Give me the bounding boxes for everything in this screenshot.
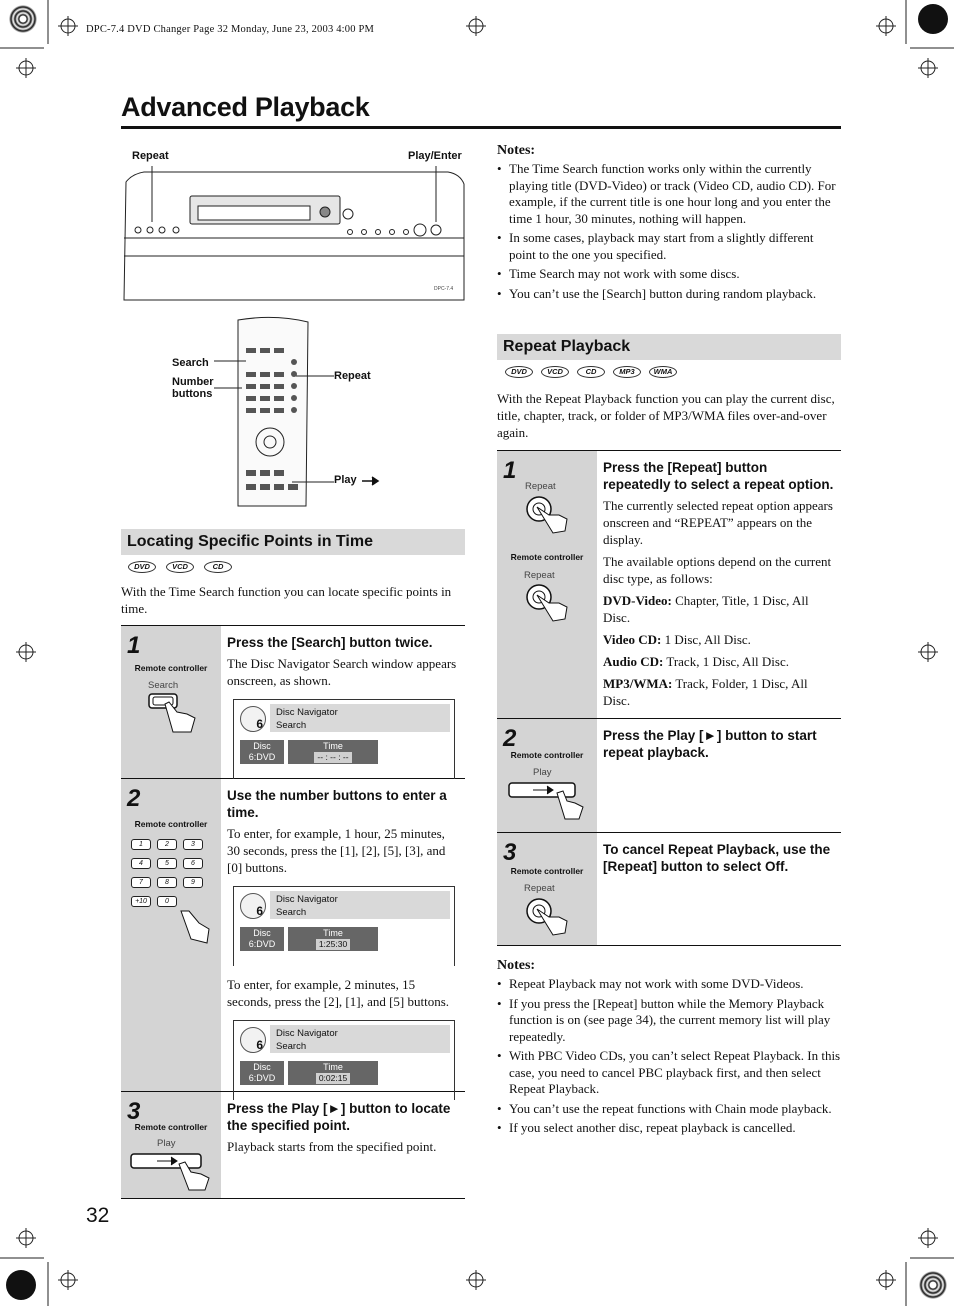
remote-label-play: Play [334,474,357,486]
note-item: • With PBC Video CDs, you can’t select Repeat Playback. In this case, you need to cancel PBC playback first, and then select Repeat Playback. [497,1048,843,1098]
repeat-button-press-icon [523,493,573,539]
step-body: Playback starts from the specified point. [227,1139,437,1154]
dvd-changer-illustration [118,160,468,310]
disc-number-icon: 6 [240,1027,266,1053]
disc-logo-dvd: DVD [128,561,156,573]
play-button-press-icon [129,1150,219,1192]
repeat-option: Video CD: 1 Disc, All Disc. [603,632,751,647]
keypad-key-3: 3 [183,839,203,850]
nav-disc-label: Disc [253,741,271,751]
nav-time-value: 0:02:15 [316,1073,350,1084]
repeat-button-caption: Repeat [524,570,555,581]
step-heading: Press the [Search] button twice. [227,635,433,650]
keypad-key-7: 7 [131,877,151,888]
step-heading: To cancel Repeat Playback, use the [Repeat] button to select Off. [603,842,831,874]
repeat-intro: With the Repeat Playback function you can play the current disc, title, chapter, track, or folder of MP3/WMA files over-and-over again. [497,391,835,440]
locating-section-heading: Locating Specific Points in Time [121,529,465,555]
nav-title: Disc Navigator [276,1028,338,1039]
step-heading: Press the Play [►] button to locate the specified point. [227,1101,451,1133]
disc-navigator-window [233,1020,455,1100]
play-button-press-icon [507,779,597,823]
repeat-option: DVD-Video: Chapter, Title, 1 Disc, All Disc. [603,593,809,625]
disc-logo-cd: CD [204,561,232,573]
play-button-caption: Play [533,767,552,778]
note-item: • The Time Search function works only within the currently playing title (DVD-Video) or track (Video CD, audio CD). For example, if the current title is one hour long and you enter the time 1 hour, 30 minutes, nothing will happen. [497,161,843,227]
page-title: Advanced Playback [121,92,370,122]
repeat-section-heading: Repeat Playback [497,334,841,360]
remote-controller-label: Remote controller [510,552,584,562]
remote-controller-label: Remote controller [134,1122,208,1132]
model-label: DPC-7.4 [434,286,454,292]
notes-title: Notes: [497,143,536,158]
disc-number-icon: 6 [240,706,266,732]
disc-navigator-window [233,699,455,779]
step-number: 2 [127,785,141,812]
step-number: 1 [127,632,141,659]
repeat-button-caption: Repeat [524,883,555,894]
disc-logo-vcd: VCD [166,561,194,573]
step-heading: Use the number buttons to enter a time. [227,788,447,820]
keypad-key-8: 8 [157,877,177,888]
step-body: The currently selected repeat option appears onscreen and “REPEAT” appears on the display. [603,498,833,547]
disc-logo-mp3: MP3 [613,366,641,378]
nav-disc-value: 6:DVD [248,1073,276,1083]
disc-number-icon: 6 [240,893,266,919]
disc-logo-cd: CD [577,366,605,378]
step-heading: Press the Play [►] button to start repeat playback. [603,728,817,760]
page-number: 32 [86,1204,110,1227]
play-button-caption: Play [157,1138,176,1149]
note-item: • You can’t use the [Search] button during random playback. [497,286,843,303]
nav-time-label: Time [323,1062,343,1072]
note-item: • If you select another disc, repeat playback is cancelled. [497,1120,843,1137]
keypad-key-5: 5 [157,858,177,869]
remote-controller-label: Remote controller [134,663,208,673]
search-button-press-icon [147,692,207,736]
nav-time-label: Time [323,741,343,751]
keypad-key-4: 4 [131,858,151,869]
nav-disc-label: Disc [253,1062,271,1072]
repeat-option: Audio CD: Track, 1 Disc, All Disc. [603,654,789,669]
note-item: • You can’t use the repeat functions with Chain mode playback. [497,1101,843,1118]
hand-press-icon [177,909,213,951]
keypad-key-2: 2 [157,839,177,850]
title-rule [121,126,841,129]
step-number: 3 [127,1098,141,1125]
repeat-step-3 [497,832,841,946]
nav-disc-value: 6:DVD [248,939,276,949]
disc-logo-wma: WMA [649,366,677,378]
nav-disc-value: 6:DVD [248,752,276,762]
player-label-play-enter: Play/Enter [408,150,462,162]
step-number: 3 [503,839,517,866]
step-heading: Press the [Repeat] button repeatedly to select a repeat option. [603,460,834,492]
search-button-caption: Search [148,680,179,691]
remote-controller-label: Remote controller [134,819,208,829]
repeat-step-1 [497,450,841,718]
keypad-key-plus10: +10 [131,896,151,907]
disc-logo-dvd: DVD [505,366,533,378]
step-body-2: To enter, for example, 2 minutes, 15 seconds, press the [2], [1], and [5] buttons. [227,977,450,1009]
locating-step-3 [121,1091,465,1199]
repeat-button-press-icon [523,581,573,627]
note-item: • Time Search may not work with some discs. [497,266,843,283]
remote-label-buttons: buttons [172,388,213,400]
locating-intro: With the Time Search function you can locate specific points in time. [121,584,452,616]
note-item: • If you press the [Repeat] button while the Memory Playback function is on (see page 34), the current memory list will play repeatedly. [497,996,843,1046]
remote-label-repeat: Repeat [334,370,371,382]
notes-top [497,143,843,305]
notes-bottom [497,958,843,1140]
step-number: 2 [503,725,517,752]
repeat-step-2 [497,718,841,832]
repeat-option: MP3/WMA: Track, Folder, 1 Disc, All Disc. [603,676,808,708]
nav-mode: Search [276,1041,307,1052]
remote-label-number: Number [172,376,214,388]
disc-navigator-window [233,886,455,966]
locating-steps [121,625,465,1199]
step-number: 1 [503,457,517,484]
player-label-repeat: Repeat [132,150,169,162]
repeat-button-press-icon [523,895,573,941]
nav-mode: Search [276,907,307,918]
repeat-steps [497,450,841,946]
keypad-key-9: 9 [183,877,203,888]
repeat-button-caption: Repeat [525,481,556,492]
running-head: DPC-7.4 DVD Changer Page 32 Monday, June 23, 2003 4:00 PM [86,24,375,35]
nav-time-label: Time [323,928,343,938]
note-item: • In some cases, playback may start from a slightly different point to the one you specified. [497,230,843,263]
step-body: To enter, for example, 1 hour, 25 minutes, 30 seconds, press the [1], [2], [5], [3], and [0] buttons. [227,826,446,875]
nav-time-value: 1:25:30 [316,939,350,950]
keypad-key-0: 0 [157,896,177,907]
nav-time-value: -- : -- : -- [314,752,351,763]
remote-control-illustration [214,316,334,512]
step-body: The Disc Navigator Search window appears onscreen, as shown. [227,656,457,688]
repeat-disc-logos [505,366,677,378]
number-keypad [131,839,211,907]
step-body: The available options depend on the current disc type, as follows: [603,554,832,586]
note-item: • Repeat Playback may not work with some DVD-Videos. [497,976,843,993]
keypad-key-1: 1 [131,839,151,850]
disc-logo-vcd: VCD [541,366,569,378]
locating-step-2 [121,778,465,1091]
notes-title: Notes: [497,958,536,973]
locating-disc-logos [128,561,232,573]
nav-mode: Search [276,720,307,731]
nav-disc-label: Disc [253,928,271,938]
nav-title: Disc Navigator [276,894,338,905]
nav-title: Disc Navigator [276,707,338,718]
remote-controller-label: Remote controller [510,866,584,876]
remote-play-arrow-icon [362,476,380,486]
remote-controller-label: Remote controller [510,750,584,760]
locating-step-1 [121,625,465,778]
keypad-key-6: 6 [183,858,203,869]
remote-label-search: Search [172,357,209,369]
